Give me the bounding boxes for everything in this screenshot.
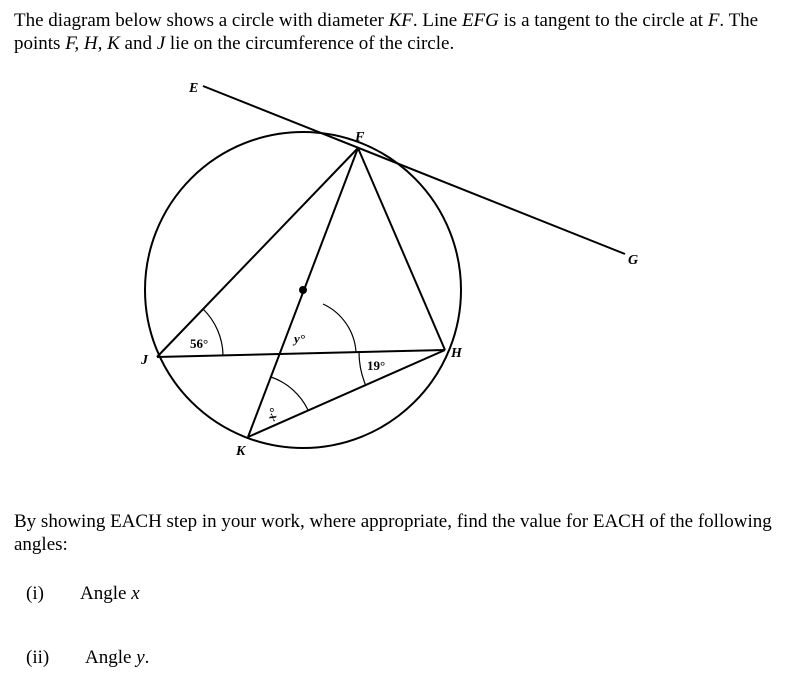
intro-text-4: . The points xyxy=(14,10,759,54)
tangent-label: EFG xyxy=(461,10,499,31)
tangent-point-label: F xyxy=(707,10,720,31)
intro-text-2: . Line xyxy=(412,10,462,31)
question-2-label: Angle xyxy=(85,647,137,668)
angle-label-y: y° xyxy=(294,331,305,346)
intro-text-6: lie on the circumference of the circle. xyxy=(165,33,455,54)
angle-label-56: 56° xyxy=(190,336,209,351)
question-1-number: (i) xyxy=(26,583,44,604)
question-1-variable: x xyxy=(131,583,140,604)
points-list: F, H, K xyxy=(65,33,120,54)
angle-label-x: x° xyxy=(263,406,282,423)
angle-arc-k xyxy=(271,377,308,410)
instructions-paragraph: By showing EACH step in your work, where appropriate, find the value for EACH of the following angles: xyxy=(14,511,772,555)
question-2-number: (ii) xyxy=(26,647,50,668)
chord-jh xyxy=(157,350,445,357)
chord-fj xyxy=(157,148,358,357)
intro-text-1: The diagram below shows a circle with diameter xyxy=(14,10,389,31)
point-label-j: J xyxy=(141,353,148,368)
question-1-label: Angle xyxy=(80,583,132,604)
point-j-label: J xyxy=(156,33,166,54)
point-label-k: K xyxy=(236,444,246,459)
chord-kh xyxy=(248,350,445,437)
point-label-g: G xyxy=(628,253,639,268)
angle-label-19: 19° xyxy=(367,358,386,373)
question-2-text xyxy=(85,646,149,669)
angle-arc-f xyxy=(323,304,356,352)
question-2-end: . xyxy=(144,647,150,668)
intro-text-5: and xyxy=(119,33,157,54)
question-1-text xyxy=(80,582,140,605)
point-label-h: H xyxy=(451,346,462,361)
point-label-f: F xyxy=(355,130,365,145)
question-2-variable: y xyxy=(136,647,145,668)
point-label-e: E xyxy=(189,81,199,96)
intro-paragraph xyxy=(14,9,789,55)
circle-centre-dot xyxy=(299,286,307,294)
intro-text-3: is a tangent to the circle at xyxy=(498,10,708,31)
tangent-line-efg xyxy=(203,86,625,254)
diameter-label: KF xyxy=(388,10,413,31)
angle-arc-h xyxy=(359,352,366,386)
chord-fh xyxy=(358,148,445,350)
circle-diagram xyxy=(0,70,800,470)
